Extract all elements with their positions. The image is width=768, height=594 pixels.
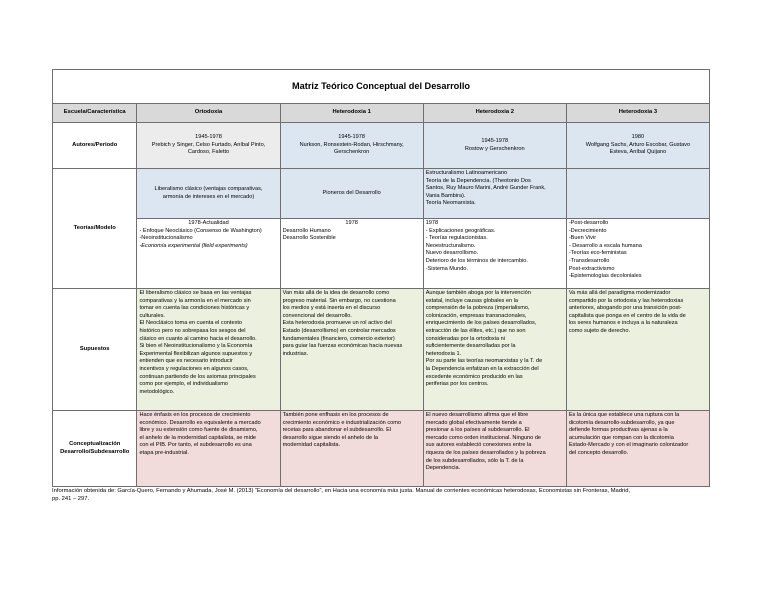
cell-teorias-ortodoxia-bottom	[137, 219, 280, 289]
text-line: Conceptualización	[69, 440, 121, 447]
header-escuela: Escuela/Característica	[53, 104, 137, 123]
text-line: excedente económico producido en las	[425, 373, 523, 380]
text-line: económico. Desarrollo es equivalente a mercado	[139, 419, 261, 426]
text-line: culturales.	[139, 312, 165, 319]
text-line: entienden que es necesario introducir	[139, 358, 233, 365]
text-line: armonía de intereses en el mercado)	[162, 193, 255, 200]
source-footnote	[52, 487, 712, 503]
cell-autores-het1	[280, 123, 423, 169]
header-ortodoxia: Ortodoxia	[137, 104, 280, 123]
text-line: 1978	[425, 220, 439, 226]
text-line: fundamentales (financiero, comercio exterior)	[282, 335, 395, 342]
text-line: Teoría Neomarxista.	[425, 200, 476, 207]
row-autores	[53, 123, 710, 169]
footnote-line: pp. 241 – 297.	[52, 496, 90, 502]
text-line: suficientemente desarrolladas por la	[425, 343, 516, 350]
cell-teorias-het3-bottom	[566, 219, 709, 289]
text-line: mercado global efectivamente tiende a	[425, 419, 522, 426]
text-line: -Sistema Mundo.	[425, 265, 468, 272]
text-line: Estructuralismo Latinoamericano	[425, 170, 508, 176]
text-line: colonización, empresas transnacionales,	[425, 312, 527, 319]
row-teorias-top	[53, 169, 710, 219]
text-line: compartido por la ortodoxia y las heterodoxias	[568, 297, 684, 304]
text-line: mercado como orden institucional. Ninguno de	[425, 434, 542, 441]
text-line: industrias.	[282, 350, 309, 357]
text-line: Estado (desarrollismo) en controlar mercados	[282, 327, 396, 334]
text-line: -Buen Vivir	[568, 235, 597, 242]
text-line: sus autores estableció conexiones entre la	[425, 442, 532, 449]
text-line: Neoestructuralismo.	[425, 242, 476, 249]
row-label-conceptualizacion	[53, 411, 137, 487]
text-line: Va más allá del paradigma modernizador	[568, 290, 671, 296]
header-heterodoxia-2: Heterodoxia 2	[423, 104, 566, 123]
text-line: la Dependencia enfatizan en la extracción del	[425, 365, 539, 372]
text-line: crecimiento económico e industrialización como	[282, 419, 402, 426]
text-line: Deterioro de los términos de intercambio.	[425, 257, 528, 264]
text-line: progreso material. Sin embargo, no cuestiona	[282, 297, 396, 304]
text-line: Aunque también aboga por la intervención	[425, 290, 531, 296]
text-line: 1945-1978	[481, 137, 509, 144]
text-line: - Desarrollo a escala humana	[568, 242, 642, 249]
text-line: Hace énfasis en los procesos de crecimiento	[139, 412, 251, 418]
text-line: continuan partiendo de los axiomas principales	[139, 373, 256, 380]
text-line: periferias por los centros.	[425, 381, 489, 388]
text-line: 1945-1978	[195, 134, 222, 141]
cell-teorias-het1-bottom	[280, 219, 423, 289]
text-line: Vania Bambira).	[425, 192, 466, 199]
row-conceptualizacion	[53, 411, 710, 487]
text-line: El liberalismo clásico se basa en las ventajas	[139, 290, 252, 296]
text-line: capitalista que ponga en el centro de la vida de	[568, 312, 686, 319]
text-line: Esteva, Aníbal Quijano	[609, 149, 667, 156]
table-title: Matriz Teórico Conceptual del Desarrollo	[53, 70, 710, 104]
text-line: consideradas por la ortodoxia ni	[425, 335, 505, 342]
cell-teorias-het1-top: Pioneros del Desarrollo	[280, 169, 423, 219]
row-label-supuestos: Supuestos	[53, 289, 137, 411]
text-line: Dependencia.	[425, 465, 461, 472]
cell-supuestos-het3	[566, 289, 709, 411]
cell-teorias-het2-bottom	[423, 219, 566, 289]
header-heterodoxia-1: Heterodoxia 1	[280, 104, 423, 123]
text-line: -Teorías eco-feministas	[568, 250, 627, 257]
text-line: Teoría de la Dependencia. (Theotonio Dos	[425, 177, 531, 184]
text-line: -Transdesarrollo	[568, 257, 610, 264]
cell-teorias-het3-top	[566, 169, 709, 219]
cell-autores-het3	[566, 123, 709, 169]
text-line: libre y su extensión como fuente de dinamismo,	[139, 427, 258, 434]
row-label-autores: Autores/Periodo	[53, 123, 137, 169]
cell-conceptualizacion-het2	[423, 411, 566, 487]
text-line: - Teorías regulacionistas.	[425, 235, 488, 242]
text-line: tomar en cuenta las condiciones históricas y	[139, 305, 250, 312]
header-row	[53, 104, 710, 123]
cell-supuestos-ortodoxia	[137, 289, 280, 411]
text-line: Wolfgang Sachs, Arturo Escobar, Gustavo	[585, 141, 691, 148]
footnote-line: Información obtenida de: García-Quero, Fernando y Ahumada, José M. (2013) “Economía del desarrollo”, en Hacia una economía más justa. Manual de corrientes económicas heterodoxas, Economistas sin Fronteras, Madrid,	[52, 488, 631, 494]
text-line: para guiar las fuerzas económicas hacia nuevas	[282, 343, 403, 350]
text-line: El Neoclásico toma en cuenta el contexto	[139, 320, 243, 327]
row-supuestos	[53, 289, 710, 411]
text-line: etapa pre-industrial.	[139, 449, 189, 456]
text-line: - Enfoque Neoclásico (Consenso de Washington)	[139, 227, 262, 234]
text-line: los seres humanos e incluya a la naturaleza	[568, 320, 678, 327]
text-line: Santos, Ruy Mauro Marini, André Gunder Frank,	[425, 185, 546, 192]
text-line: clásico en cuanto al camino hacia el desarrollo.	[139, 335, 257, 342]
text-line: comparativas y la armonía en el mercado sin	[139, 297, 251, 304]
text-line: -Decrecimiento	[568, 227, 607, 234]
text-line: acumulación que rompan con la dicotomía	[568, 434, 674, 441]
text-line: como por ejemplo, el individualismo	[139, 381, 229, 388]
text-line: del concepto desarrollo.	[568, 449, 629, 456]
text-line: -Economía experimental (field experiments)	[139, 242, 248, 249]
text-line: Nurkson, Ronsestein-Rodan, Hirschmany,	[299, 141, 404, 148]
text-line: 1978	[345, 220, 358, 226]
row-teorias-bottom	[53, 219, 710, 289]
text-line: Gerschenkron	[334, 149, 370, 156]
text-line: Cardoso, Faletto	[187, 149, 230, 156]
text-line: los medios y está inserta en el discurso	[282, 305, 381, 312]
text-line: con el PIB. Por tanto, el subdesarrollo es una	[139, 442, 252, 449]
text-line: Desarrollo Sostenible	[282, 235, 336, 242]
text-line: -Post-desarrollo	[568, 220, 609, 226]
text-line: defiende formas productivas ajenas a la	[568, 427, 668, 434]
text-line: Liberalismo clásico (ventajas comparativas,	[154, 185, 263, 192]
text-line: También pone enfhasis en los procesos de	[282, 412, 389, 418]
text-line: heterodoxia 1.	[425, 350, 462, 357]
cell-supuestos-het1	[280, 289, 423, 411]
text-line: 1980	[631, 134, 645, 141]
text-line: como sujeto de derecho.	[568, 327, 631, 334]
cell-supuestos-het2	[423, 289, 566, 411]
text-line: el anhelo de la modernidad capitalista, se mide	[139, 434, 257, 441]
cell-conceptualizacion-ortodoxia	[137, 411, 280, 487]
text-line: recetas para abandonar el subdesarrollo. El	[282, 427, 392, 434]
cell-conceptualizacion-het1	[280, 411, 423, 487]
text-line: desarrollo sigue siendo el anhelo de la	[282, 434, 379, 441]
header-heterodoxia-3: Heterodoxia 3	[566, 104, 709, 123]
text-line: Nuevo desarrollismo.	[425, 250, 479, 257]
text-line: Experimental flexibilizan algunos supuestos y	[139, 350, 252, 357]
text-line: Post-extractivismo	[568, 265, 615, 272]
text-line: presionar a los países al subdesarrollo. El	[425, 427, 530, 434]
text-line: metodológico.	[139, 388, 175, 395]
text-line: 1945-1978	[338, 134, 365, 141]
text-line: Por su parte las teorías neomarxistas y la T. de	[425, 358, 543, 365]
text-line: estatal, incluye causas globales en la	[425, 297, 519, 304]
text-line: Es la única que establece una ruptura con la	[568, 412, 680, 418]
text-line: convencional del desarrollo.	[282, 312, 352, 319]
text-line: dicotomía desarrollo-subdesarrollo, ya que	[568, 419, 675, 426]
cell-teorias-ortodoxia-top	[137, 169, 280, 219]
text-line: riqueza de los países desarrollados y la pobreza	[425, 449, 546, 456]
development-matrix-table	[52, 69, 710, 487]
text-line: Estado-Mercado y con el imaginario colonizador	[568, 442, 689, 449]
text-line: anteriores, abogando por una transición post-	[568, 305, 682, 312]
text-line: -Epistemologías decoloniales	[568, 273, 642, 280]
text-line: enriquecimiento de los países desarrollados,	[425, 320, 537, 327]
text-line: 1978-Actualidad	[188, 220, 229, 226]
text-line: Van más allá de la idea de desarrollo como	[282, 290, 390, 296]
text-line: de los subdesarrollados, sólo la T. de la	[425, 457, 524, 464]
text-line: extracción de las élites, etc.) que no son	[425, 327, 526, 334]
cell-autores-het2	[423, 123, 566, 169]
text-line: Desarrollo Humano	[282, 227, 331, 234]
text-line: Rostow y Gerschenkron	[464, 145, 525, 152]
cell-conceptualizacion-het3	[566, 411, 709, 487]
text-line: Prebich y Singer, Celso Furtado, Aníbal Pinto,	[151, 141, 266, 148]
text-line: Esta heterodoxia promueve un rol activo del	[282, 320, 392, 327]
text-line: comprensión de la pobreza (imperialismo,	[425, 305, 530, 312]
text-line: -Neoinstitucionalismo	[139, 235, 193, 242]
text-line: incentivos y regulaciones en algunos casos,	[139, 365, 249, 372]
cell-autores-ortodoxia	[137, 123, 280, 169]
text-line: El nuevo desarrollismo afirma que el libre	[425, 412, 529, 418]
text-line: histórico pero no sobrepasa los sesgos del	[139, 327, 246, 334]
row-label-teorias: Teorías/Modelo	[53, 169, 137, 289]
text-line: modernidad capitalista.	[282, 442, 341, 449]
text-line: Desarrollo/Subdesarrollo	[60, 448, 130, 455]
text-line: Si bien el Neoinstitucionalismo y la Economía	[139, 343, 253, 350]
text-line: - Explicaciones geográficas.	[425, 227, 496, 234]
cell-teorias-het2-top	[423, 169, 566, 219]
